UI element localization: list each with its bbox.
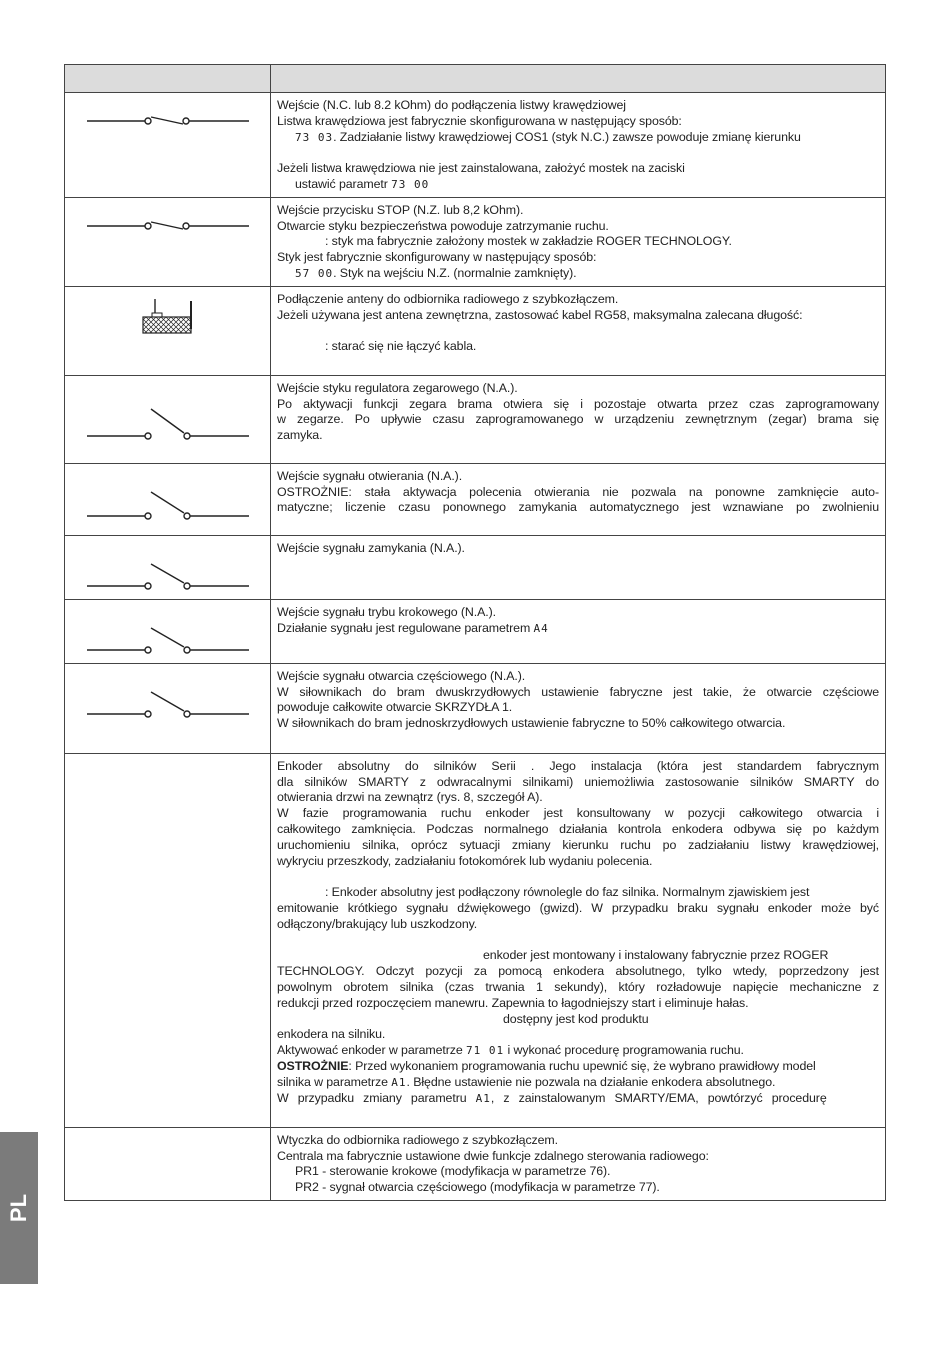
no-switch-icon: [83, 554, 253, 594]
text-line: w zegarze. Po upływie czasu zaprogramowanego w urządzeniu zewnętrznym (zegar) brama się: [277, 412, 879, 427]
table-row: [65, 375, 886, 463]
table-row: [65, 463, 886, 535]
description-cell: [271, 753, 886, 1127]
text-line: Jeżeli używana jest antena zewnętrzna, zastosować kabel RG58, maksymalna zalecana długość:: [277, 307, 803, 322]
text-line: PR1 - sterowanie krokowe (modyfikacja w parametrze 76).: [295, 1164, 611, 1179]
description-cell: [271, 463, 886, 535]
text-line: [277, 1059, 879, 1075]
text-line: odłączony/brakujący lub uszkodzony.: [277, 916, 478, 931]
text-line: Aktywować enkoder w parametrze: [277, 1043, 467, 1058]
text-line: Wejście sygnału zamykania (N.A.).: [277, 540, 465, 555]
segment-code: A4: [533, 621, 549, 635]
text-line: matyczne; liczenie czasu ponownego zamykania automatycznego jest wznawiane po zwolnieniu: [277, 500, 879, 515]
segment-code: A1: [391, 1075, 407, 1089]
table-row: [65, 197, 886, 286]
text-line: Wejście sygnału otwarcia częściowego (N.A.).: [277, 668, 526, 683]
description-cell: [271, 535, 886, 599]
caution-label: OSTROŻNIE: [277, 1058, 349, 1073]
text-line: [277, 621, 879, 637]
terminal-description-table: [64, 64, 886, 1201]
description-cell: [271, 197, 886, 286]
text-line: całkowitego zamknięcia. Podczas normalnego działania kontrola enkodera odbywa się po każdym: [277, 821, 879, 836]
text-line: [277, 266, 879, 282]
text-line: [277, 1091, 879, 1107]
text-line: W siłownikach do bram jednoskrzydłowych ustawienie fabryczne to 50% całkowitego otwarcia.: [277, 716, 786, 731]
text-line: TECHNOLOGY. Odczyt pozycji za pomocą enkodera absolutnego, tylko wtedy, poprzedzony jest: [277, 964, 879, 979]
text-line: wykryciu przeszkody, zadziałaniu fotokomórek lub wydaniu polecenia.: [277, 853, 653, 868]
text-line: , z zainstalowanym SMARTY/EMA, powtórzyć procedurę: [490, 1090, 827, 1105]
segment-code: 73 00: [391, 177, 430, 191]
text-line: [277, 130, 879, 146]
text-line: W przypadku zmiany parametru: [277, 1090, 476, 1105]
table-row: [65, 1127, 886, 1200]
text-line: : Przed wykonaniem programowania ruchu upewnić się, że wybrano prawidłowy model: [348, 1058, 816, 1073]
text-line: . Błędne ustawienie nie pozwala na działanie enkodera absolutnego.: [406, 1074, 776, 1089]
text-line: Wejście (N.C. lub 8.2 kOhm) do podłączenia listwy krawędziowej: [277, 98, 626, 112]
text-line: W fazie programowania ruchu enkoder jest konsultowany w pozycji całkowitego otwarcia i: [277, 806, 879, 821]
language-side-tab: [0, 1132, 38, 1284]
symbol-cell: [65, 599, 271, 663]
text-line: enkoder jest montowany i instalowany fabrycznie przez ROGER: [483, 948, 829, 963]
text-line: dostępny jest kod produktu: [503, 1011, 649, 1026]
text-line: dla silników SMARTY z odwracalnymi silnikami) uniemożliwia zastosowanie silników SMARTY do: [277, 774, 879, 789]
table-row: [65, 286, 886, 375]
blank-line: [277, 145, 879, 161]
text-line: OSTROŻNIE: stała aktywacja polecenia otwierania nie pozwala na ponowne zamknięcie auto-: [277, 484, 879, 499]
table-header-row: [65, 65, 886, 93]
symbol-cell: [65, 375, 271, 463]
text-line: Centrala ma fabrycznie ustawione dwie funkcje zdalnego sterowania radiowego:: [277, 1148, 709, 1163]
text-line: powolnym obrotem silnika (czas trwania 1 sekundy), który rozładowuje napięcie mechaniczne z: [277, 979, 879, 994]
text-line: i wykonać procedurę programowania ruchu.: [504, 1043, 744, 1058]
text-line: Podłączenie anteny do odbiornika radiowego z szybkozłączem.: [277, 291, 619, 306]
text-line: [277, 1043, 879, 1059]
segment-code: 71 01: [466, 1044, 505, 1058]
table-row: [65, 535, 886, 599]
symbol-cell: [65, 663, 271, 753]
description-cell: [271, 375, 886, 463]
symbol-cell: [65, 286, 271, 375]
no-switch-icon: [83, 488, 253, 528]
table-row: [65, 663, 886, 753]
text-line: : starać się nie łączyć kabla.: [325, 339, 477, 354]
nc-switch-icon: [83, 208, 253, 248]
text-line: silnika w parametrze: [277, 1074, 392, 1089]
segment-code: 57 00: [295, 266, 334, 280]
text-line: Otwarcie styku bezpieczeństwa powoduje zatrzymanie ruchu.: [277, 218, 609, 233]
text-line: powoduje całkowite otwarcie SKRZYDŁA 1.: [277, 700, 513, 715]
blank-line: [277, 323, 879, 339]
description-cell: [271, 286, 886, 375]
text-line: Jeżeli listwa krawędziowa nie jest zainstalowana, założyć mostek na zaciski: [277, 161, 685, 176]
blank-line: [277, 933, 879, 949]
text-line: Wejście przycisku STOP (N.Z. lub 8,2 kOhm).: [277, 202, 524, 217]
text-line: : Enkoder absolutny jest podłączony równolegle do faz silnika. Normalnym zjawiskiem jest: [325, 885, 810, 900]
text-line: Działanie sygnału jest regulowane parametrem: [277, 620, 534, 635]
antenna-connector-icon: [141, 297, 195, 337]
text-line: Wejście sygnału trybu krokowego (N.A.).: [277, 604, 496, 619]
segment-code: A1: [475, 1091, 491, 1105]
text-line: Po aktywacji funkcji zegara brama otwiera się i pozostaje otwarta przez czas zaprogramowany: [277, 396, 879, 411]
text-line: W siłownikach do bram dwuskrzydłowych ustawienie fabryczne jest takie, że otwarcie częściowe: [277, 684, 879, 699]
language-label: PL: [6, 1193, 31, 1223]
symbol-cell: [65, 753, 271, 1127]
symbol-cell: [65, 93, 271, 198]
table-row: [65, 93, 886, 198]
table-row: [65, 753, 886, 1127]
table-row: [65, 599, 886, 663]
text-line: PR2 - sygnał otwarcia częściowego (modyfikacja w parametrze 77).: [295, 1180, 660, 1195]
text-line: [277, 177, 879, 193]
description-cell: [271, 663, 886, 753]
description-cell: [271, 1127, 886, 1200]
nc-switch-icon: [83, 103, 253, 143]
text-line: [277, 1075, 879, 1091]
text-line: . Zadziałanie listwy krawędziowej COS1 (styk N.C.) zawsze powoduje zmianę kierunku: [333, 129, 801, 144]
text-line: ustawić parametr: [295, 176, 392, 191]
symbol-cell: [65, 535, 271, 599]
text-line: enkodera na silniku.: [277, 1027, 386, 1042]
symbol-cell: [65, 463, 271, 535]
description-cell: [271, 599, 886, 663]
symbol-cell: [65, 197, 271, 286]
text-line: [277, 885, 879, 901]
text-line: Wtyczka do odbiornika radiowego z szybkozłączem.: [277, 1132, 558, 1147]
text-line: emitowanie krótkiego sygnału dźwiękowego (gwizd). W przypadku braku sygnału enkoder może być: [277, 900, 879, 915]
text-line: Wejście sygnału otwierania (N.A.).: [277, 468, 463, 483]
header-cell-description: [271, 65, 886, 93]
text-line: zamyka.: [277, 428, 323, 443]
text-line: Listwa krawędziowa jest fabrycznie skonfigurowana w następujący sposób:: [277, 113, 682, 128]
no-switch-icon: [83, 618, 253, 658]
text-line: otwierania drzwi na zewnątrz (rys. 8, szczegół A).: [277, 790, 543, 805]
text-line: . Styk na wejściu N.Z. (normalnie zamknięty).: [333, 265, 577, 280]
blank-line: [277, 869, 879, 885]
header-cell-symbol: [65, 65, 271, 93]
text-line: uruchomieniu silnika, oprócz sytuacji zmiany kierunku ruchu po zadziałaniu listwy krawędziowej,: [277, 837, 879, 852]
symbol-cell: [65, 1127, 271, 1200]
text-line: redukcji przed rozpoczęciem manewru. Zapewnia to łagodniejszy start i eliminuje hałas.: [277, 995, 749, 1010]
text-line: Enkoder absolutny do silników Serii . Jego instalacja (która jest standardem fabrycznym: [277, 758, 879, 773]
segment-code: 73 03: [295, 130, 334, 144]
text-line: : styk ma fabrycznie założony mostek w zakładzie ROGER TECHNOLOGY.: [325, 234, 732, 249]
text-line: Styk jest fabrycznie skonfigurowany w następujący sposób:: [277, 250, 597, 265]
description-cell: [271, 93, 886, 198]
no-switch-icon: [83, 690, 253, 730]
no-switch-icon: [83, 404, 253, 444]
text-line: Wejście styku regulatora zegarowego (N.A.).: [277, 380, 518, 395]
